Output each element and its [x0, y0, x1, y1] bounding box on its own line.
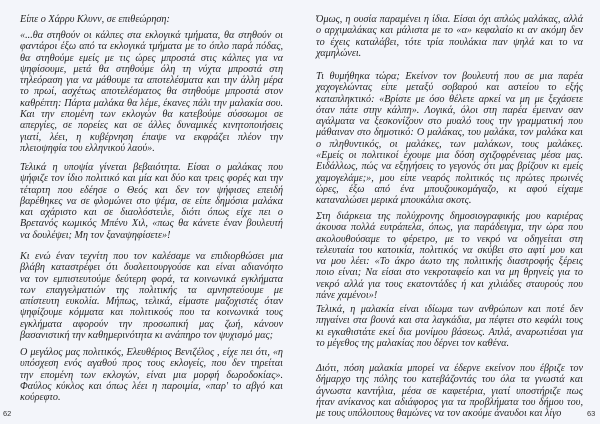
- text-line: τηλεόραση για να μάθουμε τα αποτελέσματα και την άλλη μέρα: [20, 75, 283, 87]
- text-line: τελευταία του κατοικία, πολιτικός να σκύβει στο αφτί μου και: [316, 244, 583, 256]
- text-line: ήταν ανίκανος και αδιάφορος για τα προβλήματα του δήμου του,: [316, 396, 583, 408]
- text-line: ακολουθούσαμε το φέρετρο, με το νεκρό να οδηγείται στη: [316, 233, 583, 245]
- text-line: το έχεις καταλάβει, τότε τρία πουλάκια παν ψηλά και το να: [316, 36, 583, 48]
- text-line: Τι θυμήθηκα τώρα; Εκείνον τον βουλευτή που σε μια παρέα: [316, 71, 583, 82]
- text-line: απίστευτη ευκολία. Μήπως, τελικά, είμαστε μαζοχιστές όταν: [20, 296, 283, 308]
- text-line: Διότι, πόση μαλακία μπορεί να έδερνε εκείνον που έβριζε τον: [316, 363, 583, 374]
- paragraph: [20, 14, 283, 25]
- text-line: Τελικά η υποψία γίνεται βεβαιότητα. Είσαι ο μαλάκας που: [20, 162, 283, 173]
- page-number: 63: [587, 409, 596, 418]
- text-line: το μέγεθος της μαλακίας που δέρνει τον καθένα.: [316, 337, 510, 349]
- paragraph: [316, 363, 583, 419]
- text-line: γιατί, λέει, η κυβέρνηση έπαψε να εκφράζει πλέον την: [20, 131, 283, 143]
- text-line: ψηφίζουμε κόμματα και πολιτικούς που τα κοινωνικά τους: [20, 307, 283, 319]
- text-line: και αχάριστο και σε διαολόστειλε, διότι όπως είχε πει ο: [20, 207, 283, 219]
- text-line: Στη διάρκεια της πολύχρονης δημοσιογραφικής μου καριέρας: [316, 211, 583, 222]
- paragraph: [316, 14, 583, 59]
- text-line: «...θα στηθούν οι κάλπες στα εκλογικά τμήματα, θα στηθούν οι: [20, 30, 283, 41]
- text-line: Βρετανός κωμικός Μπένυ Χιλ, «πως θα κάνετε έναν βουλευτή: [20, 218, 283, 230]
- text-line: θα στηθούμε εμείς με τις ώρες μπροστά στις κάλπες για να: [20, 52, 283, 64]
- text-line: Ο μεγάλος μας πολιτικός, Ελευθέριος Βενιζέλος , είχε πει ότι, «η: [20, 347, 283, 358]
- paragraph: [20, 162, 283, 241]
- right-page: [300, 0, 600, 424]
- text-line: απεργίες, σε πορείες και σε άλλες δυναμικές κινητοποιήσεις: [20, 120, 283, 132]
- text-line: ποιο είναι; Να είσαι στο νεκροταφείο και να μη θρηνείς για το: [316, 267, 583, 279]
- text-line: κούρεφτο.: [20, 392, 61, 404]
- paragraph: [316, 71, 583, 207]
- text-line: να μου λέει: «Το άκρο άωτο της πολιτικής διαστροφής ξέρεις: [316, 256, 583, 268]
- text-line: άγνωστα καντήλια, μέσα σε καφετέρια, γιατί υποστήριζε πως: [316, 385, 583, 397]
- text-line: Και την επομένη των εκλογών θα κατεβούμε σύσσωμοι σε: [20, 109, 283, 121]
- text-line: χαχογελώντας είπε μεταξύ σοβαρού και αστείου το εξής: [316, 82, 583, 94]
- text-line: κι εγκαθιστάτε εκεί δια μονίμου βάσεως. Απλά, αναρωτιέσαι για: [316, 326, 583, 338]
- text-line: καταπληκτικό: «Βρίστε με όσο θέλετε αρκεί να μη με ξεχάσετε: [316, 93, 583, 105]
- text-line: νεκρό αλλά για τους εκατοντάδες ή και χιλιάδες σταυρούς που: [316, 278, 583, 290]
- text-line: βασανιστική την καθημερινότητα κι ανάπηρο τον ψυχισμό μας;: [20, 330, 273, 342]
- text-line: ώρες, έξω από ένα μπουζουκομάγαζο, κι αφού είχαμε: [316, 183, 583, 195]
- text-line: το πρωί, ασχέτως αποτελέσματος θα στηθούμε μπροστά στον: [20, 86, 283, 98]
- text-line: άκουσα πολλά ευτράπελα, όπως, για παράδειγμα, την ώρα που: [316, 222, 583, 234]
- text-line: πλειοψηφία του ελληνικού λαού».: [20, 142, 155, 154]
- paragraph: [316, 304, 583, 349]
- text-line: να τον εμπιστευτούμε δεύτερη φορά, τα κοινωνικά εγκλήματα: [20, 273, 283, 285]
- text-line: όταν πάτε στην κάλπη». Λογικά, όλοι στη παρέα έμειναν σαν: [316, 104, 583, 116]
- page-number: 62: [3, 409, 12, 418]
- text-line: βλάβη καταστρέφει ότι δυσλειτουργούσε και είναι αδιανόητο: [20, 262, 283, 274]
- text-line: χαμογελάμε;», μου είπε νεαρός πολιτικός τις πρώτες πρωινές: [316, 172, 583, 184]
- text-line: φαντάροι έξω από τα εκλογικά τμήματα με το όπλο παρά πόδας,: [20, 41, 283, 53]
- text-line: ο αρχιμαλάκας και μάλιστα με το «α» κεφαλαίο κι αν ακόμη δεν: [316, 25, 583, 37]
- text-line: των επαγγελματιών της πολιτικής τα αμνηστεύουμε με: [20, 284, 283, 296]
- text-line: ψηφίσουμε, μετά θα στηθούμε όλη τη νύχτα μπροστά στη: [20, 63, 283, 75]
- text-line: να δουλέψει; Μη τον ξαναψηφίσετε»!: [20, 229, 171, 241]
- text-line: αγάλματα να ξεσκονίζουν στο μυαλό τους την γραμματική που: [316, 116, 583, 128]
- text-line: ο πληθυντικός, οι μαλάκες, των μαλάκων, τους μαλάκες.: [316, 138, 583, 150]
- text-line: καθρέπτη: Πάρτα μαλάκα θα λέμε, έκανες πάλι την μαλακία σου.: [20, 97, 283, 109]
- text-line: χαμηλώνει.: [316, 47, 362, 59]
- text-line: εγκλήματα αφορούν την προσωπική μας ζωή, κάνουν: [20, 318, 283, 330]
- text-line: υπόσχεση ενός αγαθού προς τους εκλογείς, που δεν τηρείται: [20, 358, 283, 370]
- text-line: Τελικά, η μαλακία είναι ιδίωμα των ανθρώπων και ποτέ δεν: [316, 304, 583, 315]
- paragraph: [20, 30, 283, 154]
- text-line: τέταρτη που εδέησε ο Θεός και δεν τον ψήφισες επειδή: [20, 184, 283, 196]
- text-line: ψήφιζε τον ίδιο πολιτικό και μία και δύο και τρεις φορές και την: [20, 173, 283, 185]
- text-line: μάθαιναν στο δημοτικό: Ο μαλάκας, του μαλάκα, τον μαλάκα και: [316, 127, 583, 139]
- text-line: «Εμείς οι πολιτικοί έχουμε μια δόση σχιζοφρένειας μέσα μας.: [316, 150, 583, 162]
- text-line: Κι ενώ έναν τεχνίτη που τον καλέσαμε να επιδιορθώσει μια: [20, 251, 283, 262]
- text-line: καταναλώσει μερικά μπουκάλια σκοτς.: [316, 195, 472, 207]
- text-line: δήμαρχο της πόλης του κατεβάζοντάς του όλα τα γνωστά και: [316, 374, 583, 386]
- text-line: Φαύλος κύκλος και όπως λέει η παροιμία, «παρ' το αβγό και: [20, 380, 283, 392]
- paragraph: [20, 347, 283, 403]
- paragraph: [20, 251, 283, 341]
- text-line: βαρέθηκες να σε φλομώνει στο ψέμα, σε είπε δημόσια μαλάκα: [20, 195, 283, 207]
- text-line: Ειδάλλως, πώς να εξηγήσεις το γεγονός ότι μας βρίζουν κι εμείς: [316, 161, 583, 173]
- text-line: πηγαίνει στα βουνά και στα λαγκάδια, μα πέφτει στο κεφάλι τους: [316, 315, 583, 327]
- text-line: την επομένη των εκλογών, είναι μια μορφή δωροδοκίας».: [20, 369, 283, 381]
- paragraph: [316, 211, 583, 301]
- text-line: Όμως, η ουσία παραμένει η ίδια. Είσαι όχι απλώς μαλάκας, αλλά: [316, 14, 583, 25]
- text-line: με τους υπόλοιπους θαμώνες να τον ακούμε άναυδοι και λίγο: [316, 408, 562, 420]
- text-line: Είπε ο Χάρρυ Κλυνν, σε επιθεώρηση:: [20, 14, 170, 25]
- text-line: πάνε χαμένοι»!: [316, 290, 378, 302]
